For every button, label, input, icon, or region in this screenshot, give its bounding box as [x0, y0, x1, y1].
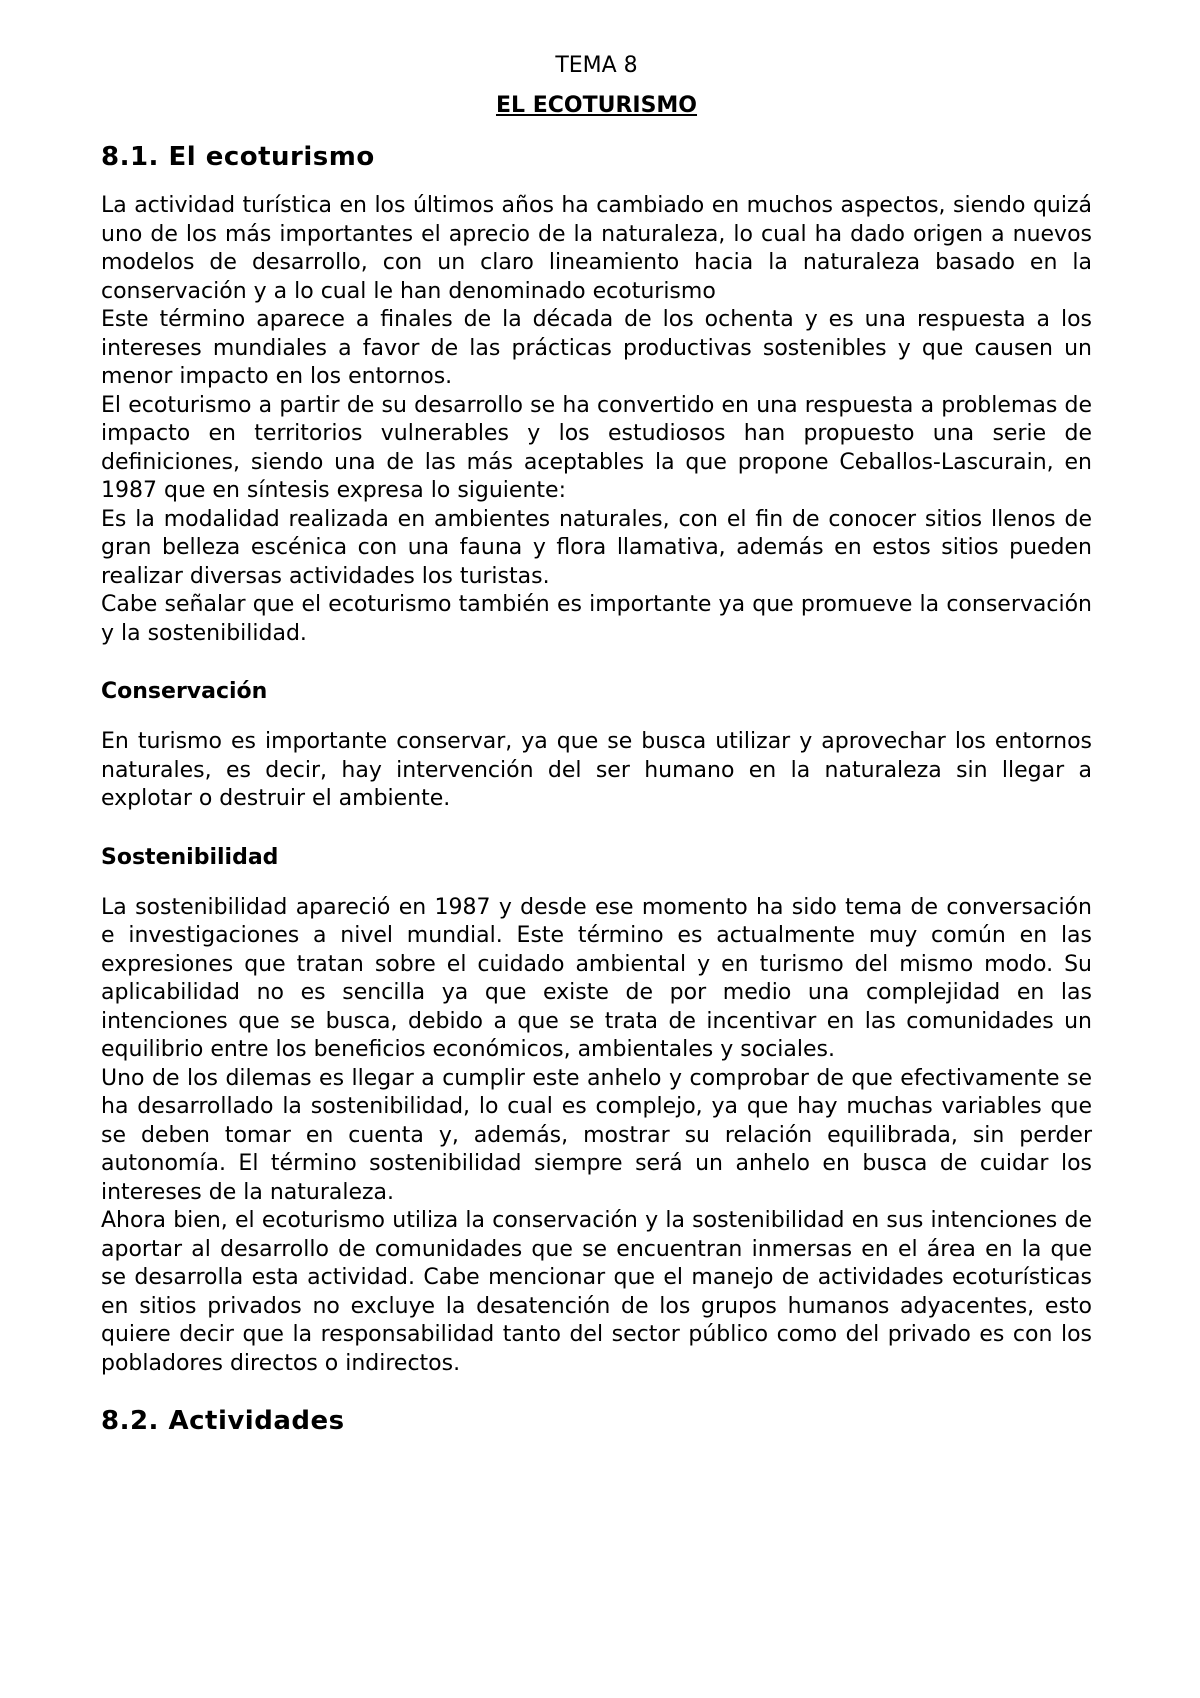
- paragraph: Uno de los dilemas es llegar a cumplir este anhelo y comprobar de que efectivamente se ha desarrollado la sostenibilidad, lo cual es complejo, ya que hay muchas variables que se deben tomar en cuenta y, además, mostrar su relación equilibrada, sin perder autonomía. El término sostenibilidad siempre será un anhelo en busca de cuidar los intereses de la naturaleza.: [101, 1065, 1092, 1205]
- subheading-conservacion: Conservación: [101, 679, 268, 704]
- paragraph: Ahora bien, el ecoturismo utiliza la conservación y la sostenibilidad en sus intenciones de aportar al desarrollo de comunidades que se encuentran inmersas en el área en la que se desarrolla esta actividad. Cabe mencionar que el manejo de actividades ecoturísticas en sitios privados no excluye la desatención de los grupos humanos adyacentes, esto quiere decir que la responsabilidad tanto del sector público como del privado es con los pobladores directos o indirectos.: [101, 1208, 1092, 1376]
- document-title: EL ECOTURISMO: [495, 93, 698, 118]
- paragraph: En turismo es importante conservar, ya que se busca utilizar y aprovechar los entornos naturales, es decir, hay intervención del ser humano en la naturaleza sin llegar a explotar o destruir el ambiente.: [101, 729, 1092, 811]
- document-page: [101, 52, 1092, 1438]
- paragraph: Cabe señalar que el ecoturismo también es importante ya que promueve la conservación y la sostenibilidad.: [101, 592, 1092, 646]
- subheading-sostenibilidad: Sostenibilidad: [101, 844, 279, 870]
- section-heading-ecoturismo: 8.1. El ecoturismo: [101, 142, 375, 172]
- paragraph: Este término aparece a finales de la década de los ochenta y es una respuesta a los intereses mundiales a favor de las prácticas productivas sostenibles y que causen un menor impacto en los entornos.: [101, 307, 1092, 389]
- paragraph: La sostenibilidad apareció en 1987 y desde ese momento ha sido tema de conversación e investigaciones a nivel mundial. Este término es actualmente muy común en las expresiones que tratan sobre el cuidado ambiental y en turismo del mismo modo. Su aplicabilidad no es sencilla ya que existe de por medio una complejidad en las intenciones que se busca, debido a que se trata de incentivar en las comunidades un equilibrio entre los beneficios económicos, ambientales y sociales.: [101, 894, 1092, 1062]
- tema-label: TEMA 8: [555, 53, 638, 78]
- section-heading-actividades: 8.2. Actividades: [101, 1406, 345, 1436]
- paragraph: Es la modalidad realizada en ambientes naturales, con el fin de conocer sitios llenos de gran belleza escénica con una fauna y flora llamativa, además en estos sitios pueden realizar diversas actividades los turistas.: [101, 506, 1092, 589]
- paragraph: El ecoturismo a partir de su desarrollo se ha convertido en una respuesta a problemas de impacto en territorios vulnerables y los estudiosos han propuesto una serie de definiciones, siendo una de las más aceptables la que propone Ceballos-Lascurain, en 1987 que en síntesis expresa lo siguiente:: [101, 392, 1092, 503]
- paragraph: La actividad turística en los últimos años ha cambiado en muchos aspectos, siendo quizá uno de los más importantes el aprecio de la naturaleza, lo cual ha dado origen a nuevos modelos de desarrollo, con un claro lineamiento hacia la naturaleza basado en la conservación y a lo cual le han denominado ecoturismo: [101, 193, 1092, 304]
